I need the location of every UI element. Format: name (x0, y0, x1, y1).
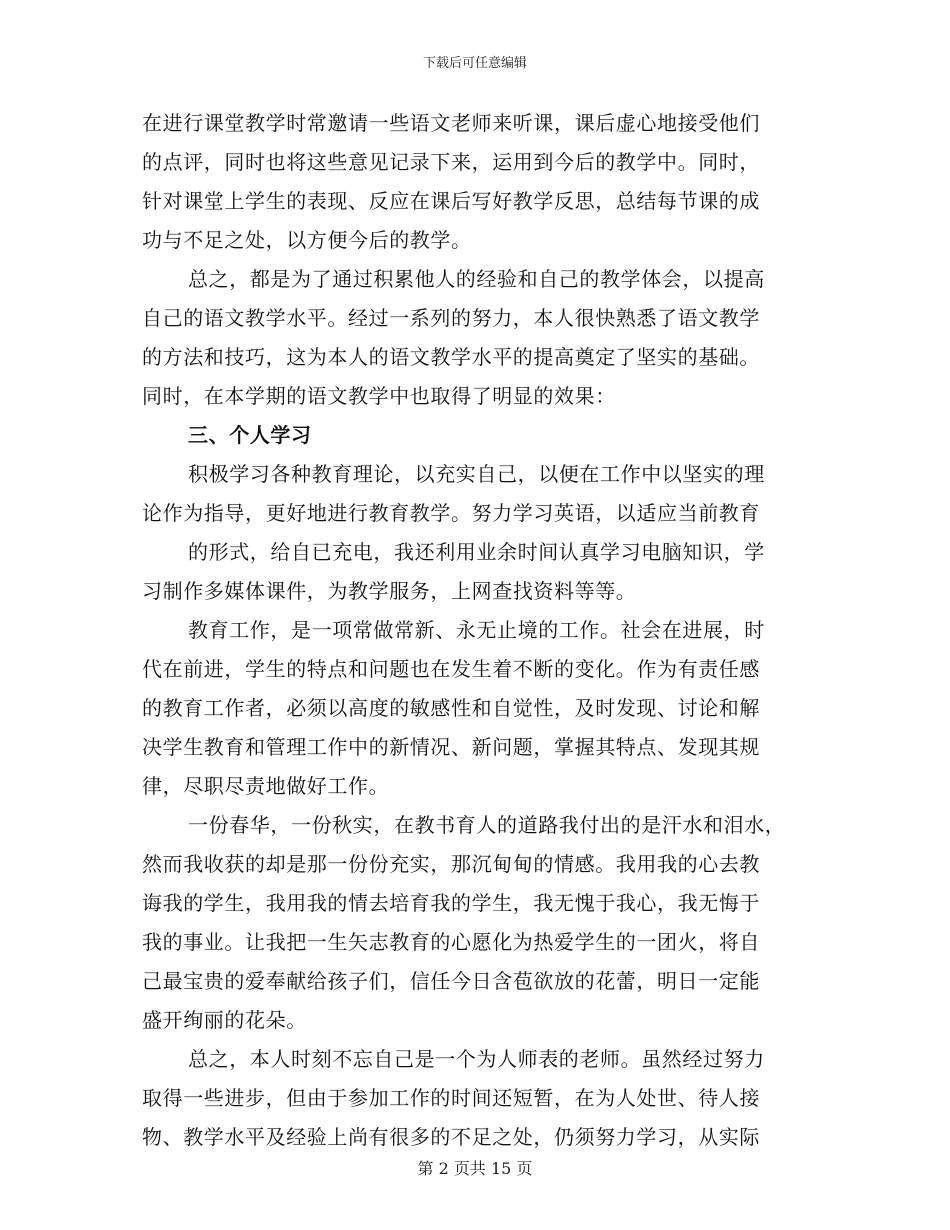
text-line: 物、教学水平及经验上尚有很多的不足之处，仍须努力学习，从实际 (142, 1125, 760, 1149)
text-line: 的形式，给自已充电，我还利用业余时间认真学习电脑知识，学 (188, 540, 765, 564)
paragraph-start-line: 总之，都是为了通过积累他人的经验和自己的教学体会，以提高 (188, 267, 765, 291)
text-line: 己最宝贵的爱奉献给孩子们，信任今日含苞欲放的花蕾，明日一定能 (142, 969, 760, 993)
paragraph-start-line: 教育工作，是一项常做常新、永无止境的工作。社会在进展，时 (188, 618, 765, 642)
text-line: 决学生教育和管理工作中的新情况、新问题，掌握其特点、发现其规 (142, 735, 760, 759)
text-line: 我的事业。让我把一生矢志教育的心愿化为热爱学生的一团火，将自 (142, 930, 760, 954)
text-line: 自己的语文教学水平。经过一系列的努力，本人很快熟悉了语文教学 (142, 306, 760, 330)
text-line: 律，尽职尽责地做好工作。 (142, 774, 390, 798)
page-number: 第 2 页共 15 页 (417, 1159, 533, 1178)
text-line: 的方法和技巧，这为本人的语文教学水平的提高奠定了坚实的基础。 (142, 345, 760, 369)
text-line: 的点评，同时也将这些意见记录下来，运用到今后的教学中。同时， (142, 150, 760, 174)
section-heading: 三、个人学习 (188, 423, 312, 447)
text-line: 功与不足之处，以方便今后的教学。 (142, 228, 472, 252)
document-body (142, 104, 812, 1157)
text-line: 同时，在本学期的语文教学中也取得了明显的效果： (142, 384, 616, 408)
text-line: 的教育工作者，必须以高度的敏感性和自觉性，及时发现、讨论和解 (142, 696, 760, 720)
text-line: 盛开绚丽的花朵。 (142, 1008, 307, 1032)
text-line: 取得一些进步，但由于参加工作的时间还短暂，在为人处世、待人接 (142, 1086, 760, 1110)
text-line: 习制作多媒体课件，为教学服务，上网查找资料等等。 (142, 579, 637, 603)
text-line: 然而我收获的却是那一份份充实，那沉甸甸的情感。我用我的心去教 (142, 852, 760, 876)
text-line: 诲我的学生，我用我的情去培育我的学生，我无愧于我心，我无悔于 (142, 891, 760, 915)
text-line: 代在前进，学生的特点和问题也在发生着不断的变化。作为有责任感 (142, 657, 760, 681)
paragraph-start-line: 积极学习各种教育理论，以充实自己，以便在工作中以坚实的理 (188, 462, 765, 486)
header-note: 下载后可任意编辑 (422, 56, 527, 71)
paragraph-start-line: 一份春华，一份秋实，在教书育人的道路我付出的是汗水和泪水， (188, 813, 786, 837)
text-line: 论作为指导，更好地进行教育教学。努力学习英语，以适应当前教育 (142, 501, 760, 525)
text-line: 在进行课堂教学时常邀请一些语文老师来听课，课后虚心地接受他们 (142, 111, 760, 135)
text-line: 针对课堂上学生的表现、反应在课后写好教学反思，总结每节课的成 (142, 189, 760, 213)
paragraph-start-line: 总之，本人时刻不忘自己是一个为人师表的老师。虽然经过努力 (188, 1047, 765, 1071)
